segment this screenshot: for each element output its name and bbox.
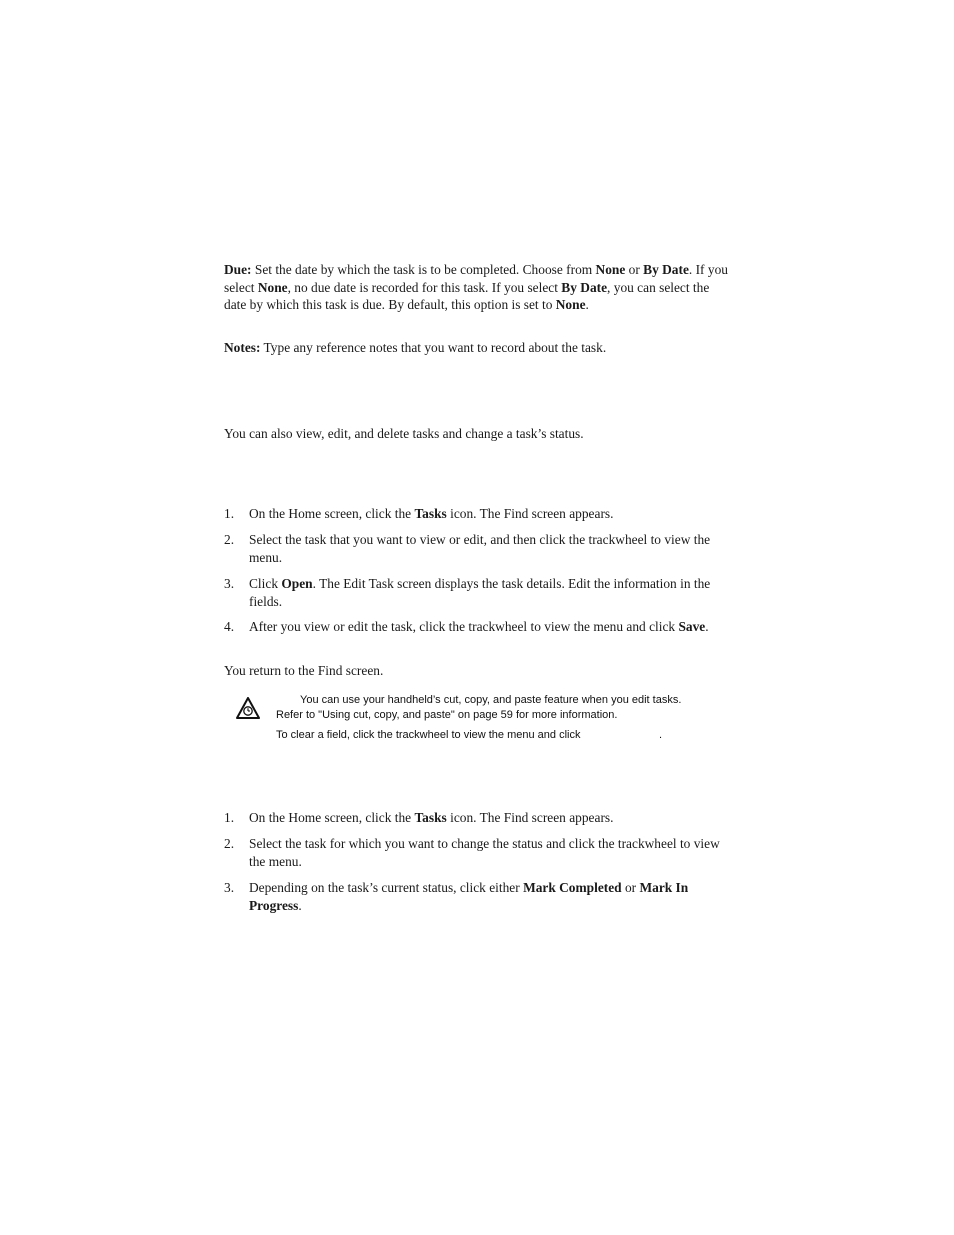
notes-text: Type any reference notes that you want to record about the task. (260, 340, 607, 355)
step-term: Save (678, 619, 706, 634)
step-text (249, 575, 730, 610)
step-text-part: or (621, 880, 640, 895)
step-text (249, 618, 730, 636)
step-number: 1. (224, 810, 235, 825)
step-text-part: On the Home screen, click the (249, 810, 415, 825)
step-text-part: icon. The Find screen appears. (446, 810, 614, 825)
step-term: Tasks (414, 810, 447, 825)
step-term: Mark In Progress (249, 880, 689, 913)
step-number: 3. (224, 576, 235, 591)
due-text: . If you select (224, 262, 728, 295)
due-text: or (625, 262, 644, 277)
note-line-3-end: . (659, 729, 663, 741)
return-text: You return to the Find screen. (224, 663, 384, 678)
step-text-part: Depending on the task’s current status, click either (249, 880, 524, 895)
due-bydate-term: By Date (643, 262, 689, 277)
step-text-part: After you view or edit the task, click the trackwheel to view the menu and click (249, 619, 679, 634)
step-number: 3. (224, 880, 235, 895)
step-text-part: . (705, 619, 709, 634)
notes-label: Notes: (224, 340, 261, 355)
notes-paragraph (224, 339, 730, 357)
step-number: 4. (224, 619, 235, 634)
step-term: Tasks (414, 506, 447, 521)
due-none-term: None (555, 297, 586, 312)
step-term: Mark Completed (523, 880, 622, 895)
step-text-part: . (298, 897, 302, 913)
step-number: 2. (224, 836, 235, 851)
step-text (249, 879, 730, 914)
step-text (249, 505, 730, 523)
step-text: Select the task for which you want to change the status and click the trackwheel to view the menu. (249, 836, 720, 869)
due-none-term: None (595, 262, 626, 277)
due-paragraph (224, 261, 730, 314)
tip-icon (236, 697, 260, 719)
step-text (249, 809, 730, 827)
step-text-part: . The Edit Task screen displays the task details. Edit the information in the fields. (249, 576, 711, 609)
due-text: Set the date by which the task is to be completed. Choose from (251, 262, 596, 277)
step-text-part: Click (249, 576, 282, 591)
due-text: . (585, 297, 589, 312)
note-line-2: Refer to "Using cut, copy, and paste" on page 59 for more information. (276, 709, 618, 721)
intro-paragraph: You can also view, edit, and delete tasks and change a task’s status. (224, 426, 584, 441)
due-none-term: None (257, 279, 288, 295)
due-bydate-term: By Date (561, 279, 608, 295)
note-line-3: To clear a field, click the trackwheel to view the menu and click (276, 729, 581, 741)
note-line-1: You can use your handheld’s cut, copy, and paste feature when you edit tasks. (300, 694, 682, 706)
step-text: Select the task that you want to view or edit, and then click the trackwheel to view the menu. (249, 532, 711, 565)
due-label: Due: (224, 262, 252, 277)
step-text-part: On the Home screen, click the (249, 506, 415, 521)
step-text-part: icon. The Find screen appears. (446, 506, 614, 521)
step-number: 2. (224, 532, 235, 547)
due-text: , you can select the date by which this task is due. By default, this option is set to (224, 279, 710, 312)
step-number: 1. (224, 506, 235, 521)
step-term: Open (281, 576, 313, 591)
due-text: , no due date is recorded for this task. If you select (287, 279, 562, 295)
